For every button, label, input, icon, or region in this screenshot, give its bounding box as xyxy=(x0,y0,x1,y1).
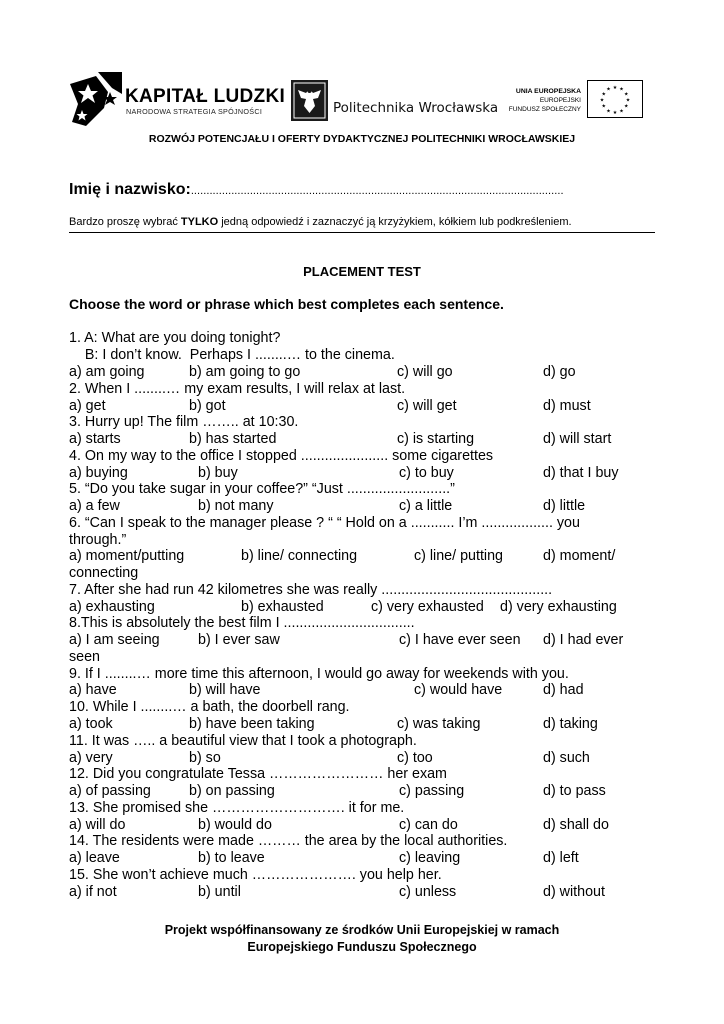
option-3b[interactable]: b) has started xyxy=(189,431,277,447)
option-6d[interactable]: d) moment/ xyxy=(543,548,616,564)
svg-text:★: ★ xyxy=(599,97,605,104)
option-9b[interactable]: b) will have xyxy=(189,682,261,698)
option-15c[interactable]: c) unless xyxy=(399,884,457,900)
footer-line-1: Projekt współfinansowany ze środków Unii Europejskiej w ramach xyxy=(164,923,560,937)
question-5: 5. “Do you take sugar in your coffee?” “Just ..........................” xyxy=(69,481,455,497)
option-4c[interactable]: c) to buy xyxy=(399,465,454,481)
option-12c[interactable]: c) passing xyxy=(399,783,465,799)
question-2: 2. When I ........… my exam results, I will relax at last. xyxy=(69,381,406,397)
option-6b[interactable]: b) line/ connecting xyxy=(241,548,358,564)
svg-text:★: ★ xyxy=(601,91,606,98)
option-8c[interactable]: c) I have ever seen xyxy=(399,632,521,648)
question-8: 8.This is absolutely the best film I ................................. xyxy=(69,615,415,631)
option-3a[interactable]: a) starts xyxy=(69,431,121,447)
question-4: 4. On my way to the office I stopped ...................... some cigarettes xyxy=(69,448,494,464)
svg-text:★: ★ xyxy=(624,103,629,110)
option-7c[interactable]: c) very exhausted xyxy=(371,599,484,615)
option-2d[interactable]: d) must xyxy=(543,398,591,414)
option-8b[interactable]: b) I ever saw xyxy=(198,632,280,648)
name-label: Imię i nazwisko: xyxy=(69,181,191,198)
question-12: 12. Did you congratulate Tessa …………………… her exam xyxy=(69,766,447,782)
option-13b[interactable]: b) would do xyxy=(198,817,272,833)
svg-text:★: ★ xyxy=(606,108,611,115)
option-8d[interactable]: d) I had ever xyxy=(543,632,624,648)
option-2c[interactable]: c) will get xyxy=(397,398,457,414)
option-12b[interactable]: b) on passing xyxy=(189,783,275,799)
option-12d[interactable]: d) to pass xyxy=(543,783,606,799)
option-9c[interactable]: c) would have xyxy=(414,682,503,698)
option-15a[interactable]: a) if not xyxy=(69,884,117,900)
option-14c[interactable]: c) leaving xyxy=(399,850,461,866)
svg-text:★: ★ xyxy=(612,110,618,116)
divider xyxy=(69,232,655,233)
question-15: 15. She won’t achieve much …………………. you help her. xyxy=(69,867,442,883)
option-1b[interactable]: b) am going to go xyxy=(189,364,301,380)
option-1d[interactable]: d) go xyxy=(543,364,576,380)
question-10: 10. While I ........… a bath, the doorbell rang. xyxy=(69,699,350,715)
svg-text:★: ★ xyxy=(612,85,618,91)
test-title: PLACEMENT TEST xyxy=(303,264,421,279)
university-name: Politechnika Wrocławska xyxy=(333,100,499,116)
option-3d[interactable]: d) will start xyxy=(543,431,612,447)
kapital-ludzki-logo xyxy=(68,70,123,128)
question-14: 14. The residents were made ……… the area by the local authorities. xyxy=(69,833,508,849)
footer-line-2: Europejskiego Funduszu Społecznego xyxy=(247,940,477,954)
option-6a[interactable]: a) moment/putting xyxy=(69,548,185,564)
option-5a[interactable]: a) a few xyxy=(69,498,120,514)
option-15b[interactable]: b) until xyxy=(198,884,241,900)
option-13c[interactable]: c) can do xyxy=(399,817,458,833)
option-4d[interactable]: d) that I buy xyxy=(543,465,619,481)
svg-text:★: ★ xyxy=(624,91,629,98)
option-10b[interactable]: b) have been taking xyxy=(189,716,315,732)
option-7a[interactable]: a) exhausting xyxy=(69,599,155,615)
option-9a[interactable]: a) have xyxy=(69,682,117,698)
option-2a[interactable]: a) get xyxy=(69,398,106,414)
svg-text:★: ★ xyxy=(606,86,611,93)
question-13: 13. She promised she ………………………. it for me. xyxy=(69,800,405,816)
option-13d[interactable]: d) shall do xyxy=(543,817,609,833)
option-9d[interactable]: d) had xyxy=(543,682,584,698)
option-14a[interactable]: a) leave xyxy=(69,850,120,866)
name-dots: ........................................................................................................................ xyxy=(190,185,564,197)
option-5c[interactable]: c) a little xyxy=(399,498,453,514)
option-4a[interactable]: a) buying xyxy=(69,465,128,481)
option-7d[interactable]: d) very exhausting xyxy=(500,599,617,615)
test-instruction: Choose the word or phrase which best completes each sentence. xyxy=(69,296,504,312)
eu-label-line2: EUROPEJSKI xyxy=(539,97,581,104)
question-11: 11. It was ….. a beautiful view that I took a photograph. xyxy=(69,733,417,749)
option-13a[interactable]: a) will do xyxy=(69,817,126,833)
question-6-line-a: 6. “Can I speak to the manager please ? “ “ Hold on a ........... I’m .................. you xyxy=(69,515,580,531)
option-1a[interactable]: a) am going xyxy=(69,364,145,380)
option-10a[interactable]: a) took xyxy=(69,716,113,732)
question-1-line-a: 1. A: What are you doing tonight? xyxy=(69,330,281,346)
option-1c[interactable]: c) will go xyxy=(397,364,453,380)
question-1-line-b: B: I don’t know. Perhaps I ........… to the cinema. xyxy=(69,347,395,363)
university-eagle-logo xyxy=(291,80,328,121)
kapital-ludzki-title: KAPITAŁ LUDZKI xyxy=(125,86,286,107)
option-3c[interactable]: c) is starting xyxy=(397,431,475,447)
eu-fund-label xyxy=(485,87,581,114)
question-9: 9. If I ........… more time this afternoon, I would go away for weekends with you. xyxy=(69,666,569,682)
kapital-ludzki-subtitle: NARODOWA STRATEGIA SPÓJNOŚCI xyxy=(126,107,263,116)
project-title: ROZWÓJ POTENCJAŁU I OFERTY DYDAKTYCZNEJ POLITECHNIKI WROCŁAWSKIEJ xyxy=(148,133,576,145)
option-5b[interactable]: b) not many xyxy=(198,498,274,514)
option-8d-continued: seen xyxy=(69,649,101,665)
answer-instruction xyxy=(69,216,572,228)
instruction-text-1: Bardzo proszę wybrać xyxy=(69,216,181,228)
option-7b[interactable]: b) exhausted xyxy=(241,599,324,615)
option-15d[interactable]: d) without xyxy=(543,884,605,900)
name-field[interactable] xyxy=(69,181,564,199)
option-12a[interactable]: a) of passing xyxy=(69,783,151,799)
option-11a[interactable]: a) very xyxy=(69,750,113,766)
svg-text:★: ★ xyxy=(601,103,606,110)
option-2b[interactable]: b) got xyxy=(189,398,226,414)
eu-flag-icon xyxy=(587,80,643,118)
option-14d[interactable]: d) left xyxy=(543,850,579,866)
option-6c[interactable]: c) line/ putting xyxy=(414,548,504,564)
option-4b[interactable]: b) buy xyxy=(198,465,238,481)
eu-label-line1: UNIA EUROPEJSKA xyxy=(515,88,581,95)
instruction-bold: TYLKO xyxy=(180,216,219,228)
option-10d[interactable]: d) taking xyxy=(543,716,598,732)
option-6d-continued: connecting xyxy=(69,565,139,581)
question-3: 3. Hurry up! The film …….. at 10:30. xyxy=(69,414,299,430)
option-14b[interactable]: b) to leave xyxy=(198,850,265,866)
option-8a[interactable]: a) I am seeing xyxy=(69,632,160,648)
eu-label-line3: FUNDUSZ SPOŁECZNY xyxy=(508,106,581,113)
question-7: 7. After she had run 42 kilometres she was really ........................................... xyxy=(69,582,553,598)
question-6-line-b: through.” xyxy=(69,532,127,548)
option-11d[interactable]: d) such xyxy=(543,750,590,766)
option-11b[interactable]: b) so xyxy=(189,750,221,766)
instruction-text-2: jedną odpowiedź i zaznaczyć ją krzyżykiem, kółkiem lub podkreśleniem. xyxy=(218,216,572,228)
option-5d[interactable]: d) little xyxy=(543,498,586,514)
svg-text:★: ★ xyxy=(625,97,631,104)
option-10c[interactable]: c) was taking xyxy=(397,716,481,732)
svg-text:★: ★ xyxy=(619,108,624,115)
option-11c[interactable]: c) too xyxy=(397,750,433,766)
svg-text:★: ★ xyxy=(619,86,624,93)
